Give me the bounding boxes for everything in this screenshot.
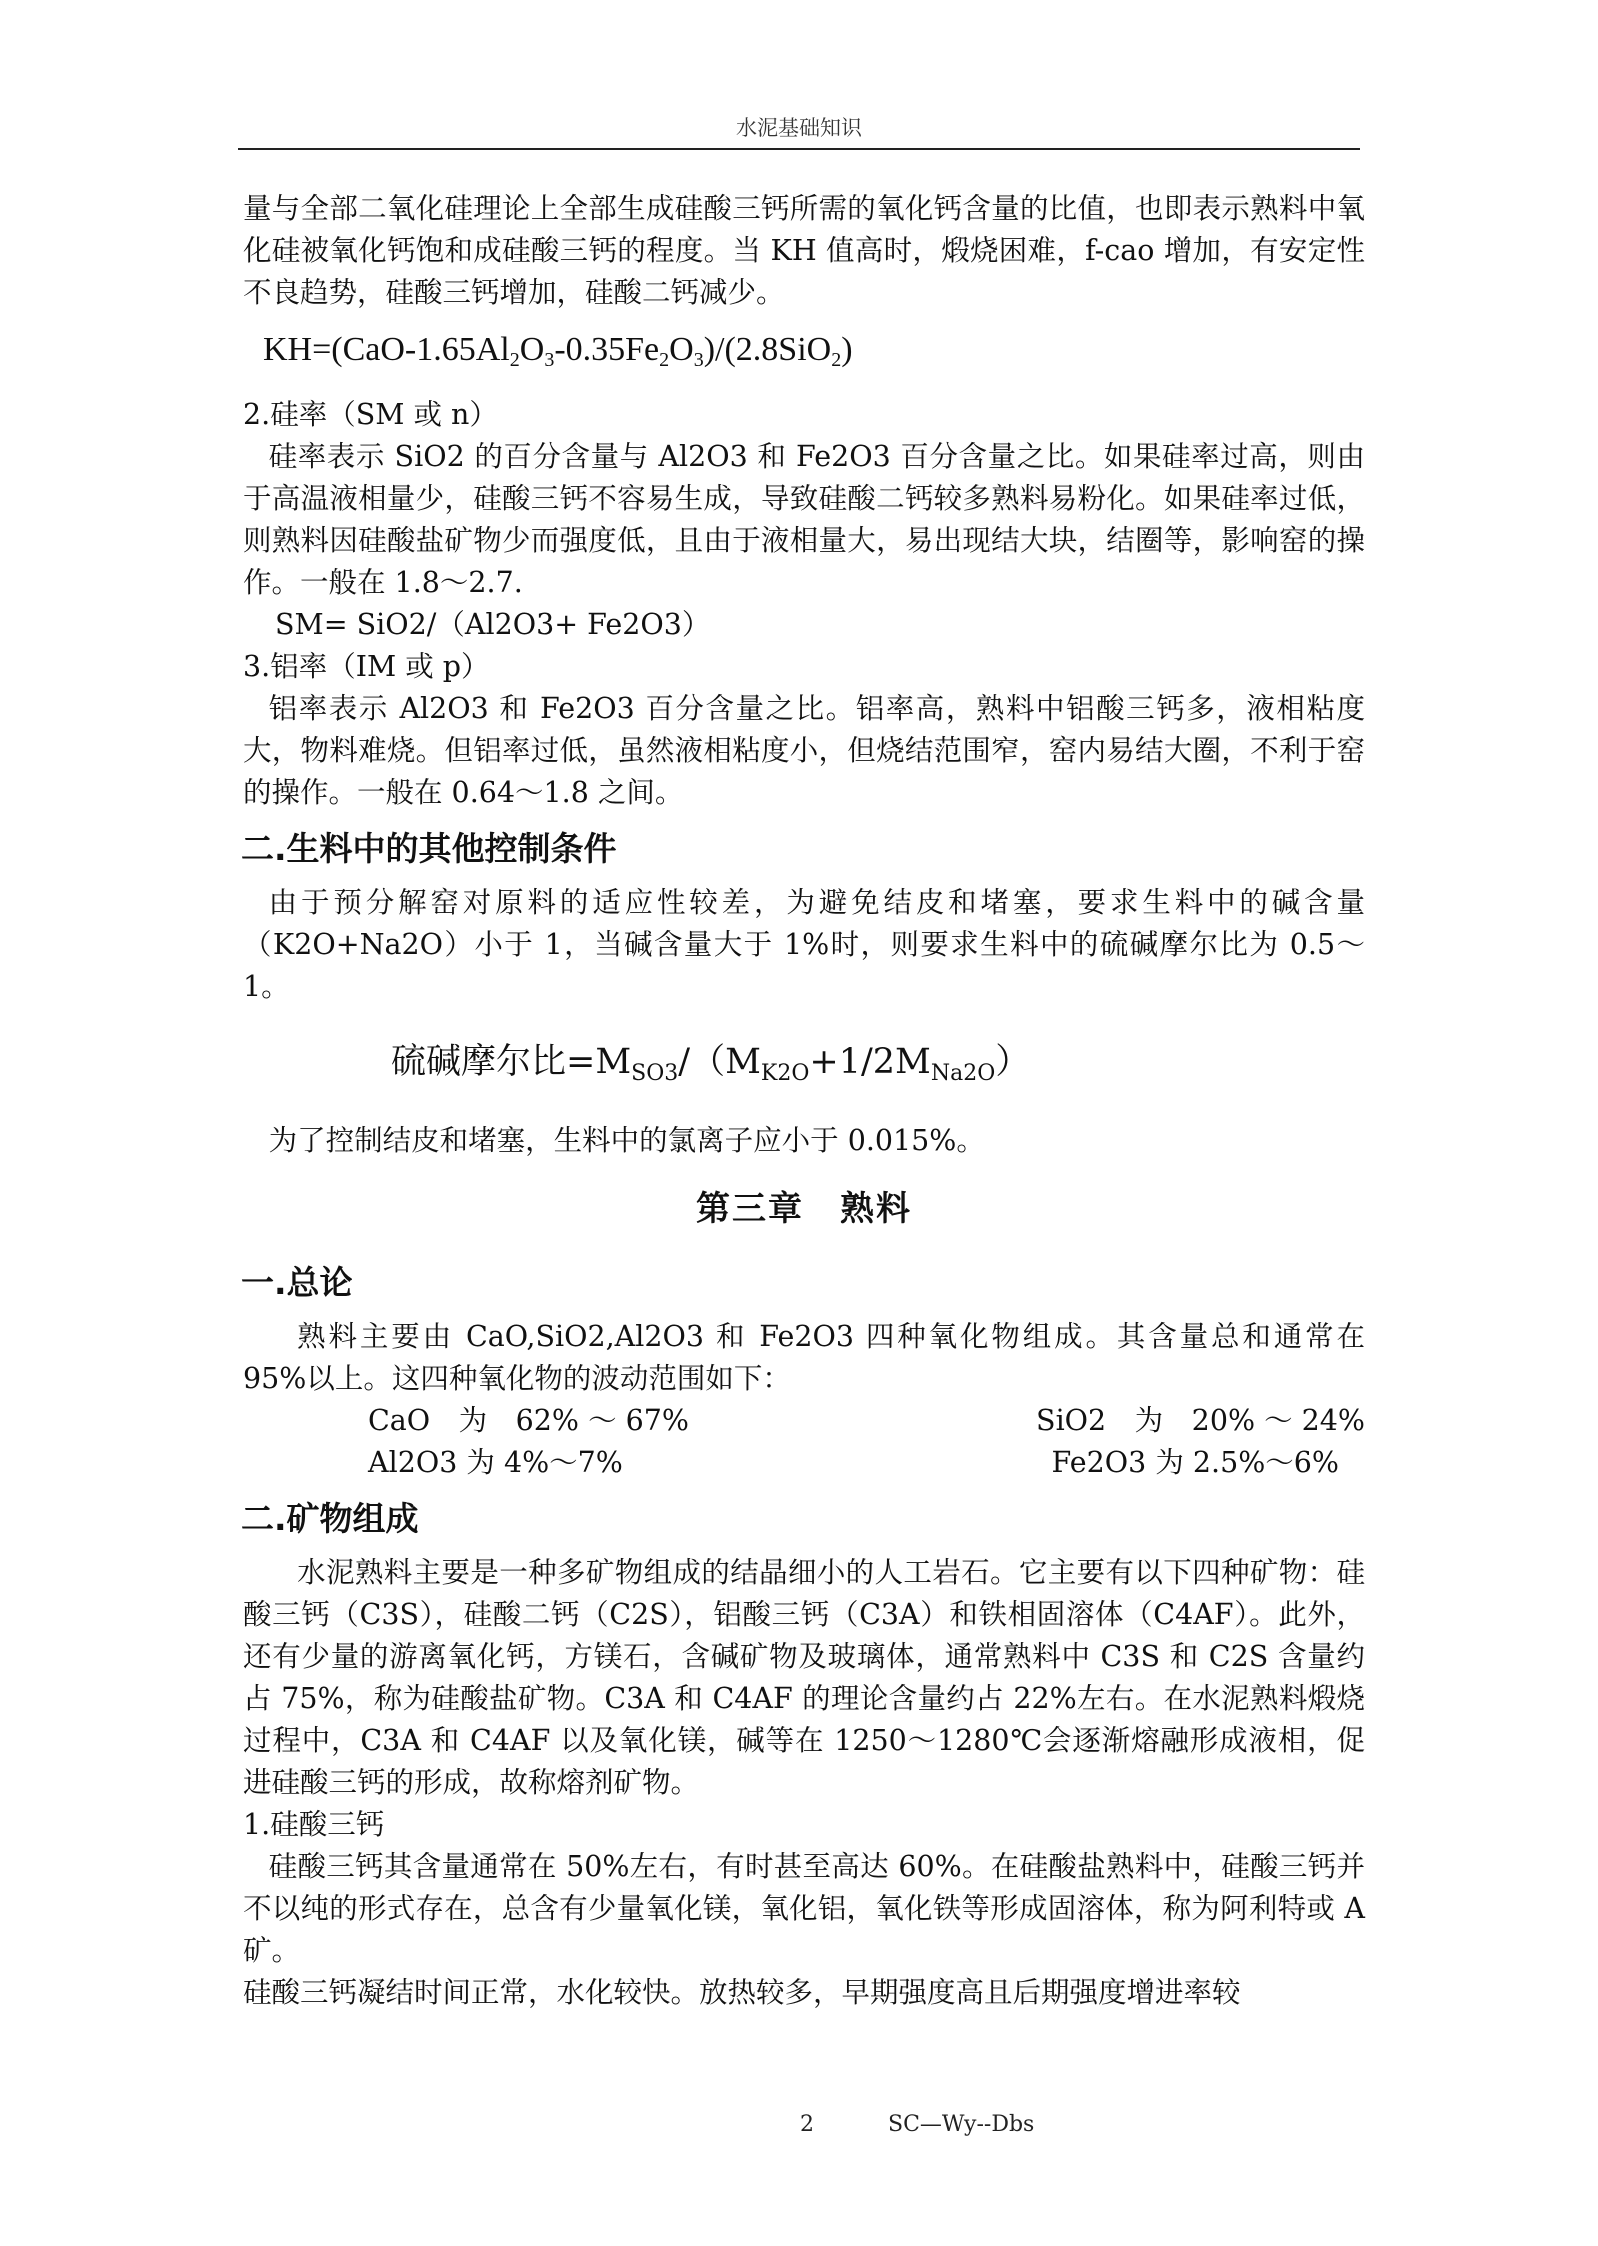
c3s-paragraph: 硅酸三钙其含量通常在 50%左右，有时甚至高达 60%。在硅酸盐熟料中，硅酸三钙并不以纯的形式存在，总含有少量氧化镁，氧化铝，氧化铁等形成固溶体，称为阿利特或 A 矿。: [243, 1850, 1365, 1967]
section-heading-raw-material: 二.生料中的其他控制条件: [241, 829, 617, 868]
chloride-note: 为了控制结皮和堵塞，生料中的氯离子应小于 0.015%。: [268, 1124, 985, 1157]
oxide-range-al2o3: Al2O3 为 4%～7%: [368, 1446, 623, 1479]
chapter-title: 第三章 熟料: [696, 1189, 912, 1229]
c3s-paragraph-2: 硅酸三钙凝结时间正常，水化较快。放热较多，早期强度高且后期强度增进率较: [243, 1976, 1241, 2009]
document-code: SC—Wy--Dbs: [888, 2112, 1035, 2137]
section-heading-general: 一.总论: [241, 1263, 353, 1302]
minerals-paragraph: 水泥熟料主要是一种多矿物组成的结晶细小的人工岩石。它主要有以下四种矿物：硅酸三钙（C3S），硅酸二钙（C2S），铝酸三钙（C3A）和铁相固溶体（C4AF）。此外，还有少量的游离氧化钙，方镁石，含碱矿物及玻璃体，通常熟料中 C3S 和 C2S 含量约占 75%，称为硅酸盐矿物。C3A 和 C4AF 的理论含量约占 22%左右。在水泥熟料煅烧过程中，C3A 和 C4AF 以及氧化镁，碱等在 1250～1280℃会逐渐熔融形成液相，促进硅酸三钙的形成，故称熔剂矿物。: [243, 1556, 1365, 1799]
oxide-range-sio2: SiO2 为 20% ～ 24%: [1036, 1404, 1365, 1437]
section-heading-minerals: 二.矿物组成: [241, 1499, 419, 1538]
oxide-range-row: [243, 1442, 1365, 1484]
page-number: 2: [800, 2112, 814, 2137]
kh-formula: $KH=(CaO-1.65Al_2O_3-0.35Fe_2O_3)/(2.8SiO_2)$: [263, 331, 853, 371]
oxide-range-cao: CaO 为 62% ～ 67%: [368, 1404, 689, 1437]
im-paragraph: 铝率表示 Al2O3 和 Fe2O3 百分含量之比。铝率高，熟料中铝酸三钙多，液相粘度大，物料难烧。但铝率过低，虽然液相粘度小，但烧结范围窄，窑内易结大圈，不利于窑的操作。一般在 0.64～1.8 之间。: [243, 692, 1365, 809]
oxide-range-row: [243, 1400, 1365, 1442]
page-header: 水泥基础知识: [736, 116, 862, 140]
oxide-range-fe2o3: Fe2O3 为 2.5%～6%: [1051, 1446, 1339, 1479]
im-title: 3.铝率（IM 或 p）: [243, 650, 490, 683]
paragraph-kh-intro: 量与全部二氧化硅理论上全部生成硅酸三钙所需的氧化钙含量的比值，也即表示熟料中氧化硅被氧化钙饱和成硅酸三钙的程度。当 KH 值高时，煅烧困难，f-cao 增加，有安定性不良趋势，硅酸三钙增加，硅酸二钙减少。: [243, 192, 1365, 309]
header-rule: [238, 148, 1360, 150]
page-content: [243, 188, 1365, 2014]
raw-material-paragraph: 由于预分解窑对原料的适应性较差，为避免结皮和堵塞，要求生料中的碱含量（K2O+Na2O）小于 1，当碱含量大于 1%时，则要求生料中的硫碱摩尔比为 0.5～1。: [243, 886, 1365, 1003]
sulfur-alkali-formula: 硫碱摩尔比$=M_{SO3}/(M_{K2O}+1/2M_{Na2O})$: [391, 1042, 1031, 1086]
sm-paragraph: 硅率表示 SiO2 的百分含量与 Al2O3 和 Fe2O3 百分含量之比。如果硅率过高，则由于高温液相量少，硅酸三钙不容易生成，导致硅酸二钙较多熟料易粉化。如果硅率过低，则熟料因硅酸盐矿物少而强度低，且由于液相量大，易出现结大块，结圈等，影响窑的操作。一般在 1.8～2.7.: [243, 440, 1365, 599]
sm-formula: SM= SiO2/（Al2O3+ Fe2O3）: [275, 608, 711, 641]
general-paragraph: 熟料主要由 CaO,SiO2,Al2O3 和 Fe2O3 四种氧化物组成。其含量总和通常在 95%以上。这四种氧化物的波动范围如下：: [243, 1320, 1365, 1395]
sm-title: 2.硅率（SM 或 n）: [243, 398, 498, 431]
c3s-title: 1.硅酸三钙: [243, 1808, 385, 1841]
